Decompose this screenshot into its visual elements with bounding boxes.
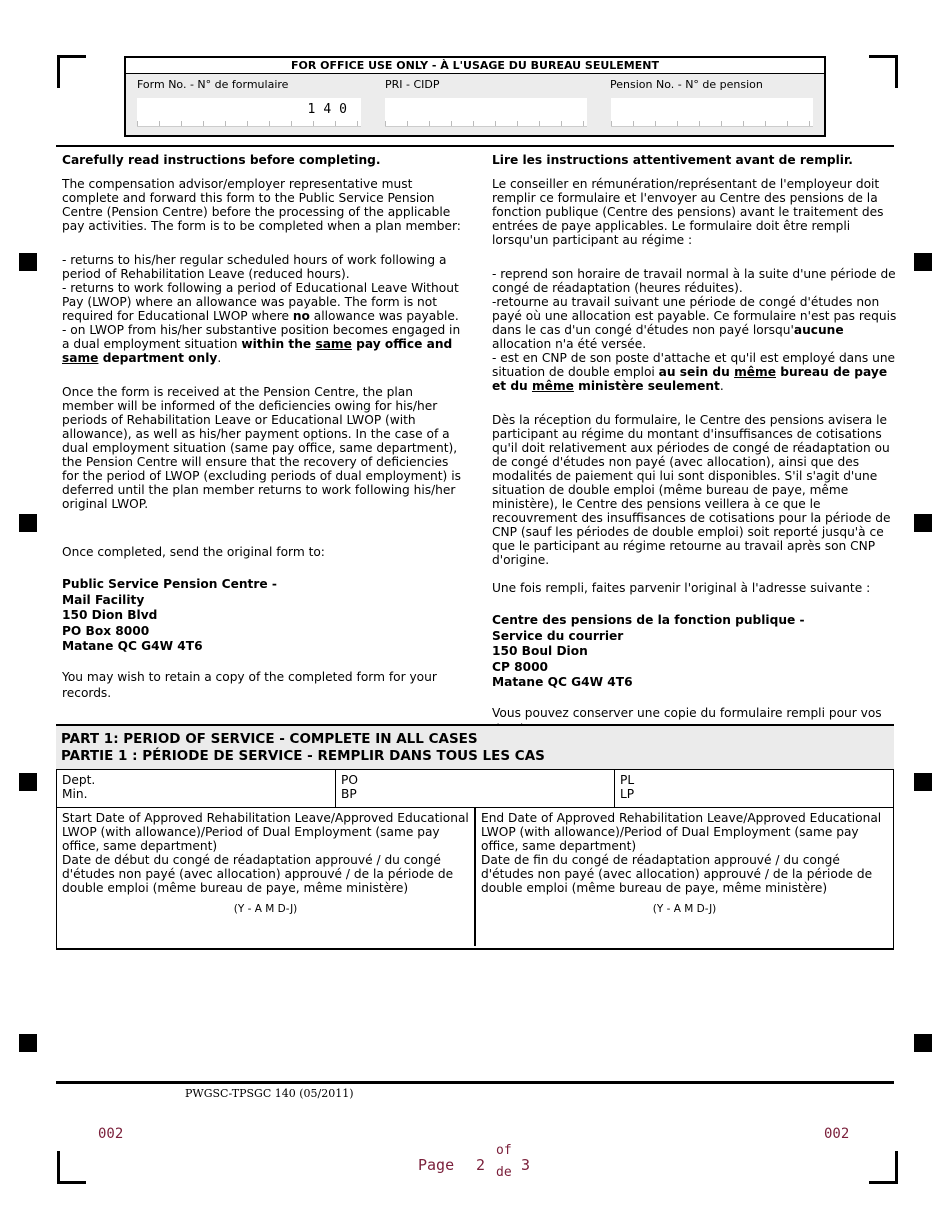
office-use-title: FOR OFFICE USE ONLY - À L'USAGE DU BUREAU SEULEMENT — [126, 58, 824, 74]
send-instruction-en: Once completed, send the original form to: — [62, 545, 325, 559]
bullets-fr — [492, 267, 898, 393]
registration-square — [914, 253, 932, 271]
corner-mark-top-right — [869, 55, 898, 88]
start-date-format: (Y - A M D-J) — [233, 903, 298, 915]
form-no-value: 140 — [307, 102, 355, 117]
intro-en: The compensation advisor/employer representative must complete and forward this form to the Public Service Pension Centre (Pension Centre) before the processing of the applicable pay activities. The form is to be completed when a plan member: — [62, 177, 461, 233]
instructions-heading-en: Carefully read instructions before completing. — [62, 153, 381, 167]
address-fr — [492, 613, 898, 691]
address-en — [62, 577, 468, 655]
send-instruction-fr: Une fois rempli, faites parvenir l'original à l'adresse suivante : — [492, 581, 871, 595]
min-label: Min. — [62, 787, 88, 801]
start-date-field[interactable] — [57, 808, 476, 946]
form-no-label: Form No. - N° de formulaire — [137, 78, 289, 91]
pl-field[interactable] — [615, 770, 893, 807]
address-line: Matane QC G4W 4T6 — [492, 675, 633, 689]
bullet-1-en: - returns to his/her regular scheduled hours of work following a period of Rehabilitation Leave (reduced hours). — [62, 253, 447, 281]
pl-label: PL — [620, 773, 635, 787]
para-deficiencies-en: Once the form is received at the Pension Centre, the plan member will be informed of the deficiencies owing for his/her periods of Rehabilitation Leave or Educational LWOP (with allowance), as well as his/her payment options. In the case of a dual employment situation (same pay office, same department), the Pension Centre will ensure that the recovery of deficiencies for the period of LWOP (excluding periods of dual employment) is deferred until the plan member returns to work following his/her original LWOP. — [62, 385, 461, 511]
part1-header — [56, 724, 894, 770]
bullet-3-end-en: . — [217, 351, 222, 365]
intro-fr: Le conseiller en rémunération/représentant de l'employeur doit remplir ce formulaire et l'envoyer au Centre des pensions de la fonction publique (Centre des pensions) avant le traitement des entrées de paye applicables. Le formulaire doit être rempli lorsqu'un participant au régime : — [492, 177, 884, 247]
bullet-2-fr: -retourne au travail suivant une période de congé d'études non payé où une allocation est payable. Ce formulaire n'est pas requis dans le cas d'un congé d'études non payé lorsqu' — [492, 295, 897, 337]
bullet-2-end-en: allowance was payable. — [309, 309, 459, 323]
bullet-3-en: - on LWOP from his/her substantive position becomes engaged in a dual employment situation — [62, 323, 461, 351]
part1-title-en: PART 1: PERIOD OF SERVICE - COMPLETE IN ALL CASES — [61, 731, 478, 747]
registration-square — [19, 514, 37, 532]
bullet-3-emph-en: within the same pay office and same department only — [62, 337, 453, 365]
bullets-en — [62, 253, 468, 365]
po-field[interactable] — [336, 770, 615, 807]
page-code-left: 002 — [98, 1126, 124, 1142]
end-date-field[interactable] — [476, 808, 893, 946]
registration-square — [19, 773, 37, 791]
address-line: CP 8000 — [492, 659, 549, 674]
pension-no-field[interactable] — [611, 98, 813, 127]
pri-label: PRI - CIDP — [385, 78, 440, 91]
bp-label: BP — [341, 787, 357, 801]
part1-row-dept — [56, 769, 894, 808]
bullet-2-emph-en: no — [292, 309, 310, 323]
part1-title-fr: PARTIE 1 : PÉRIODE DE SERVICE - REMPLIR DANS TOUS LES CAS — [61, 748, 545, 764]
address-line: Public Service Pension Centre - — [62, 577, 277, 591]
start-date-label-en: Start Date of Approved Rehabilitation Leave/Approved Educational LWOP (with allowance)/Period of Dual Employment (same pay office, same department) — [62, 811, 469, 853]
address-line: 150 Boul Dion — [492, 644, 588, 658]
registration-square — [914, 773, 932, 791]
address-line: Centre des pensions de la fonction publique - — [492, 613, 805, 627]
bullet-3-emph-fr: au sein du même bureau de paye et du même ministère seulement — [492, 365, 888, 393]
form-code: PWGSC-TPSGC 140 (05/2011) — [185, 1087, 354, 1100]
end-date-label-fr: Date de fin du congé de réadaptation approuvé / du congé d'études non payé (avec allocation) approuvé / de la période de double emploi (même bureau de paye, même ministère) — [481, 853, 873, 895]
corner-mark-bottom-left — [57, 1151, 86, 1184]
address-line: PO Box 8000 — [62, 623, 150, 638]
page-indicator — [418, 1143, 548, 1183]
page-total: 3 — [521, 1156, 531, 1174]
instructions-french — [492, 153, 898, 751]
bullet-2-emph-fr: aucune — [793, 323, 844, 337]
dept-field[interactable] — [57, 770, 336, 807]
registration-square — [914, 514, 932, 532]
page-word: Page — [418, 1156, 455, 1174]
bullet-3-fr: - est en CNP de son poste d'attache et qu'il est employé dans une situation de double emploi — [492, 351, 896, 379]
bullet-3-end-fr: . — [719, 379, 724, 393]
registration-square — [19, 253, 37, 271]
address-line: Matane QC G4W 4T6 — [62, 639, 203, 653]
retain-copy-fr: Vous pouvez conserver une copie du formulaire rempli pour vos — [492, 705, 882, 720]
para-deficiencies-fr: Dès la réception du formulaire, le Centre des pensions avisera le participant au régime du montant d'insuffisances de cotisations qu'il doit relativement aux périodes de congé de réadaptation ou de congé d'études non payé (avec allocation), ainsi que des modalités de paiement qui lui sont disponibles. S'il s'agit d'une situation de double emploi (même bureau de paye, même ministère), le Centre des pensions veillera à ce que le recouvrement des insuffisances de cotisations pour la période de CNP (sauf les périodes de double emploi) soit reporté jusqu'à ce que le participant au régime retourne au travail après son CNP d'origine. — [492, 413, 891, 567]
instructions-heading-fr: Lire les instructions attentivement avant de remplir. — [492, 153, 853, 167]
bullet-2-end-fr: allocation n'a été versée. — [492, 337, 647, 351]
pri-field[interactable] — [385, 98, 587, 127]
registration-square — [19, 1034, 37, 1052]
divider — [56, 145, 894, 147]
lp-label: LP — [620, 787, 635, 801]
bullet-2-en: - returns to work following a period of Educational Leave Without Pay (LWOP) where an allowance was payable. The form is not required for Educational LWOP where — [62, 281, 459, 323]
retain-copy-en: You may wish to retain a copy of the completed form for your records. — [62, 669, 437, 700]
page-of: of — [496, 1143, 512, 1158]
page-de: de — [496, 1165, 512, 1180]
end-date-format: (Y - A M D-J) — [652, 903, 717, 915]
part1-row-dates — [56, 807, 894, 950]
page-code-right: 002 — [824, 1126, 850, 1142]
end-date-label-en: End Date of Approved Rehabilitation Leave/Approved Educational LWOP (with allowance)/Period of Dual Employment (same pay office, same department) — [481, 811, 882, 853]
office-use-box — [124, 56, 826, 137]
bullet-1-fr: - reprend son horaire de travail normal à la suite d'une période de congé de réadaptation (heures réduites). — [492, 267, 896, 295]
corner-mark-top-left — [57, 55, 86, 88]
address-line: 150 Dion Blvd — [62, 608, 158, 622]
start-date-label-fr: Date de début du congé de réadaptation approuvé / du congé d'études non payé (avec allocation) approuvé / de la période de double emploi (même bureau de paye, même ministère) — [62, 853, 454, 895]
registration-square — [914, 1034, 932, 1052]
dept-label: Dept. — [62, 773, 96, 787]
corner-mark-bottom-right — [869, 1151, 898, 1184]
address-line: Mail Facility — [62, 592, 145, 607]
footer-rule — [56, 1081, 894, 1084]
po-label: PO — [341, 773, 358, 787]
pension-no-label: Pension No. - N° de pension — [610, 78, 763, 91]
page-number: 2 — [476, 1156, 486, 1174]
form-no-field — [137, 98, 361, 127]
instructions-english — [62, 153, 468, 715]
address-line: Service du courrier — [492, 628, 624, 643]
